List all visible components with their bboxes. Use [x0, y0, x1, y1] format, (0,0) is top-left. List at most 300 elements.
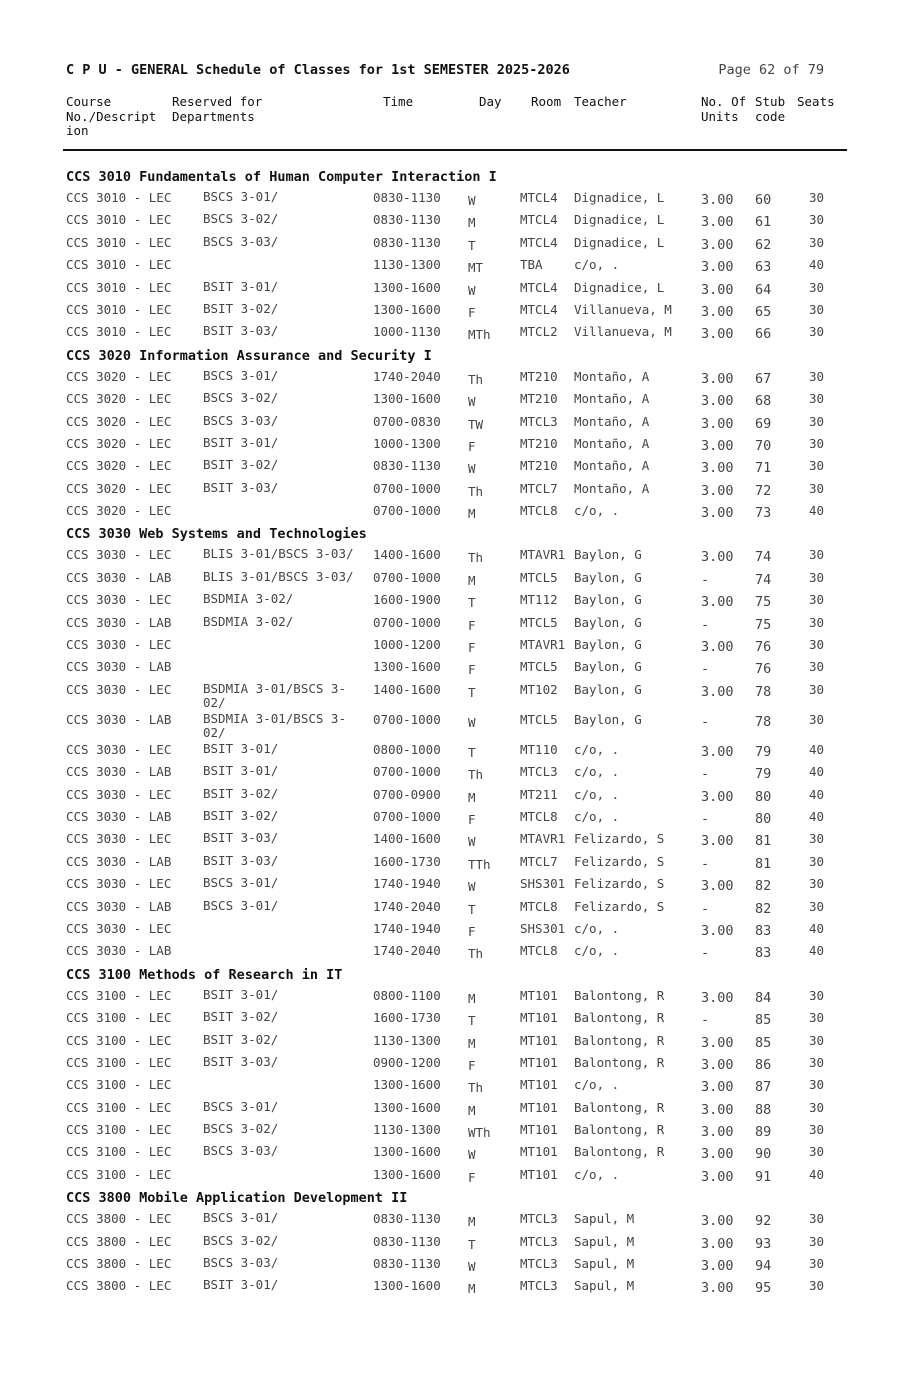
teacher-cell: Baylon, G	[574, 547, 642, 563]
units-cell: -	[701, 900, 710, 917]
day-cell: M	[468, 1035, 476, 1051]
course-heading	[0, 1186, 900, 1208]
course-code-cell: CCS 3010 - LEC	[66, 324, 172, 340]
day-cell: TW	[468, 416, 484, 432]
stub-code-cell: 66	[755, 326, 772, 343]
room-cell: MTCL3	[520, 764, 558, 780]
teacher-cell: Dignadice, L	[574, 212, 665, 228]
units-cell: 3.00	[701, 303, 734, 320]
teacher-cell: Dignadice, L	[574, 279, 665, 295]
room-cell: MT101	[520, 1166, 558, 1182]
units-cell: 3.00	[701, 788, 734, 805]
day-cell: F	[468, 662, 476, 678]
table-row	[0, 709, 900, 739]
day-cell: F	[468, 640, 476, 656]
units-cell: 3.00	[701, 878, 734, 895]
seats-cell: 30	[809, 1256, 825, 1272]
seats-cell: 30	[809, 876, 825, 892]
col-header-units: No. Of Units	[701, 94, 747, 124]
course-code-cell: CCS 3100 - LEC	[66, 1032, 172, 1048]
table-row	[0, 589, 900, 611]
room-cell: MT101	[520, 987, 558, 1003]
course-code-cell: CCS 3800 - LEC	[66, 1211, 172, 1227]
units-cell: 3.00	[701, 437, 734, 454]
room-cell: MT112	[520, 592, 558, 608]
units-cell: -	[701, 1012, 710, 1029]
day-cell: F	[468, 1057, 476, 1073]
teacher-cell: Baylon, G	[574, 711, 642, 727]
course-code-cell: CCS 3010 - LEC	[66, 212, 172, 228]
stub-code-cell: 89	[755, 1124, 772, 1141]
table-row	[0, 634, 900, 656]
teacher-cell: Balontong, R	[574, 1144, 665, 1160]
units-cell: 3.00	[701, 1258, 734, 1275]
units-cell: 3.00	[701, 1124, 734, 1141]
stub-code-cell: 73	[755, 505, 772, 522]
teacher-cell: Baylon, G	[574, 637, 642, 653]
course-code-cell: CCS 3020 - LEC	[66, 413, 172, 429]
room-cell: MT101	[520, 1099, 558, 1115]
department-cell: BSCS 3-02/	[203, 211, 279, 227]
day-cell: Th	[468, 1080, 484, 1096]
seats-cell: 40	[809, 764, 825, 780]
course-code-cell: CCS 3800 - LEC	[66, 1233, 172, 1249]
teacher-cell: Baylon, G	[574, 592, 642, 608]
department-cell: BSCS 3-01/	[203, 897, 279, 913]
day-cell: Th	[468, 483, 484, 499]
course-code-cell: CCS 3030 - LAB	[66, 764, 172, 780]
teacher-cell: Villanueva, M	[574, 301, 672, 317]
day-cell: F	[468, 438, 476, 454]
table-row	[0, 1074, 900, 1096]
course-title: CCS 3030 Web Systems and Technologies	[66, 526, 367, 543]
day-cell: W	[468, 193, 476, 208]
time-cell: 1400-1600	[373, 831, 441, 847]
room-cell: SHS301	[520, 876, 566, 892]
room-cell: MTCL8	[520, 898, 558, 914]
department-cell: BSCS 3-01/	[203, 1098, 279, 1114]
teacher-cell: c/o, .	[574, 786, 620, 802]
time-cell: 0700-1000	[373, 808, 441, 824]
room-cell: MTCL3	[520, 1256, 558, 1272]
stub-code-cell: 79	[755, 766, 772, 783]
course-code-cell: CCS 3030 - LAB	[66, 711, 172, 727]
table-row	[0, 1141, 900, 1163]
department-cell: BSCS 3-01/	[203, 189, 279, 204]
seats-cell: 40	[809, 808, 825, 824]
room-cell: MT211	[520, 786, 558, 802]
units-cell: 3.00	[701, 326, 734, 343]
course-title: CCS 3800 Mobile Application Development II	[66, 1190, 408, 1207]
department-cell: BSIT 3-01/	[203, 434, 279, 450]
teacher-cell: Balontong, R	[574, 1099, 665, 1115]
units-cell: -	[701, 661, 710, 678]
table-row	[0, 433, 900, 455]
day-cell: MT	[468, 260, 484, 276]
stub-code-cell: 84	[755, 989, 772, 1006]
time-cell: 0700-0830	[373, 413, 441, 429]
time-cell: 0800-1000	[373, 741, 441, 757]
stub-code-cell: 70	[755, 437, 772, 454]
department-cell: BSIT 3-02/	[203, 1031, 279, 1047]
stub-code-cell: 78	[755, 683, 772, 700]
room-cell: MTCL4	[520, 212, 558, 228]
department-cell: BSDMIA 3-02/	[203, 613, 294, 629]
department-cell: BSIT 3-02/	[203, 785, 279, 801]
seats-cell: 30	[809, 1099, 825, 1115]
day-cell: M	[468, 1214, 476, 1230]
day-cell: M	[468, 1102, 476, 1118]
time-cell: 1300-1600	[373, 1278, 441, 1294]
room-cell: MT101	[520, 1032, 558, 1048]
room-cell: MTCL8	[520, 503, 558, 519]
day-cell: W	[468, 714, 476, 730]
department-cell: BSCS 3-03/	[203, 412, 279, 428]
table-row	[0, 739, 900, 761]
day-cell: T	[468, 744, 476, 760]
seats-cell: 30	[809, 1233, 825, 1249]
room-cell: MTCL4	[520, 279, 558, 295]
table-row	[0, 940, 900, 962]
room-cell: MTCL3	[520, 413, 558, 429]
seats-cell: 30	[809, 1211, 825, 1227]
stub-code-cell: 61	[755, 214, 772, 231]
room-cell: MT101	[520, 1054, 558, 1070]
seats-cell: 30	[809, 1122, 825, 1138]
time-cell: 1130-1300	[373, 1122, 441, 1138]
stub-code-cell: 71	[755, 460, 772, 477]
seats-cell: 30	[809, 368, 825, 384]
stub-code-cell: 78	[755, 713, 772, 730]
units-cell: 3.00	[701, 989, 734, 1006]
course-code-cell: CCS 3100 - LEC	[66, 1144, 172, 1160]
room-cell: MTCL5	[520, 614, 558, 630]
units-cell: 3.00	[701, 415, 734, 432]
table-row	[0, 187, 900, 209]
stub-code-cell: 75	[755, 594, 772, 611]
teacher-cell: Baylon, G	[574, 659, 642, 675]
stub-code-cell: 81	[755, 833, 772, 850]
day-cell: F	[468, 923, 476, 939]
teacher-cell: Baylon, G	[574, 681, 642, 697]
room-cell: MTCL5	[520, 659, 558, 675]
table-row	[0, 299, 900, 321]
department-cell: BSIT 3-02/	[203, 457, 279, 473]
col-header-seats: Seats	[797, 94, 835, 109]
units-cell: 3.00	[701, 922, 734, 939]
seats-cell: 30	[809, 853, 825, 869]
seats-cell: 30	[809, 898, 825, 914]
time-cell: 0700-1000	[373, 480, 441, 496]
teacher-cell: Montaño, A	[574, 391, 650, 407]
units-cell: 3.00	[701, 1280, 734, 1297]
time-cell: 1740-2040	[373, 943, 441, 959]
department-cell: BSDMIA 3-01/BSCS 3-02/	[203, 710, 346, 740]
room-cell: MTCL2	[520, 324, 558, 340]
teacher-cell: Felizardo, S	[574, 898, 665, 914]
table-row	[0, 828, 900, 850]
table-row	[0, 1030, 900, 1052]
stub-code-cell: 93	[755, 1235, 772, 1252]
teacher-cell: c/o, .	[574, 764, 620, 780]
table-row	[0, 1231, 900, 1253]
table-row	[0, 232, 900, 254]
department-cell: BSCS 3-01/	[203, 875, 279, 891]
stub-code-cell: 95	[755, 1280, 772, 1297]
seats-cell: 40	[809, 257, 825, 273]
stub-code-cell: 72	[755, 482, 772, 499]
day-cell: T	[468, 237, 476, 253]
time-cell: 1300-1600	[373, 301, 441, 317]
course-code-cell: CCS 3800 - LEC	[66, 1256, 172, 1272]
col-header-stub: Stub code	[755, 94, 786, 124]
course-code-cell: CCS 3030 - LAB	[66, 569, 172, 585]
day-cell: Th	[468, 550, 484, 566]
room-cell: MT101	[520, 1077, 558, 1093]
department-cell: BSIT 3-02/	[203, 300, 279, 316]
room-cell: MTCL3	[520, 1233, 558, 1249]
units-cell: -	[701, 713, 710, 730]
table-row	[0, 366, 900, 388]
time-cell: 1740-1940	[373, 876, 441, 892]
page-number: Page 62 of 79	[718, 62, 824, 78]
time-cell: 1300-1600	[373, 659, 441, 675]
table-row	[0, 1275, 900, 1297]
time-cell: 1740-1940	[373, 920, 441, 936]
teacher-cell: Felizardo, S	[574, 876, 665, 892]
stub-code-cell: 81	[755, 855, 772, 872]
day-cell: T	[468, 901, 476, 917]
col-header-reserved: Reserved for Departments	[172, 94, 263, 124]
time-cell: 1300-1600	[373, 1077, 441, 1093]
stub-code-cell: 83	[755, 945, 772, 962]
time-cell: 1600-1900	[373, 592, 441, 608]
day-cell: M	[468, 990, 476, 1006]
time-cell: 1300-1600	[373, 279, 441, 295]
table-row	[0, 500, 900, 522]
table-row	[0, 567, 900, 589]
units-cell: 3.00	[701, 1235, 734, 1252]
course-heading	[0, 165, 900, 187]
department-cell: BSIT 3-01/	[203, 1277, 279, 1293]
stub-code-cell: 82	[755, 900, 772, 917]
time-cell: 0830-1130	[373, 1256, 441, 1272]
teacher-cell: Montaño, A	[574, 480, 650, 496]
seats-cell: 30	[809, 547, 825, 563]
table-row	[0, 254, 900, 276]
room-cell: MTCL5	[520, 569, 558, 585]
seats-cell: 30	[809, 1278, 825, 1294]
teacher-cell: Villanueva, M	[574, 324, 672, 340]
course-code-cell: CCS 3020 - LEC	[66, 480, 172, 496]
table-row	[0, 411, 900, 433]
time-cell: 1600-1730	[373, 853, 441, 869]
course-code-cell: CCS 3100 - LEC	[66, 1122, 172, 1138]
col-header-time: Time	[383, 94, 414, 109]
department-cell: BSIT 3-01/	[203, 278, 279, 294]
day-cell: WTh	[468, 1125, 491, 1141]
units-cell: 3.00	[701, 743, 734, 760]
time-cell: 1130-1300	[373, 257, 441, 273]
seats-cell: 30	[809, 569, 825, 585]
day-cell: W	[468, 879, 476, 895]
seats-cell: 40	[809, 1166, 825, 1182]
teacher-cell: Montaño, A	[574, 413, 650, 429]
course-code-cell: CCS 3030 - LEC	[66, 831, 172, 847]
department-cell: BSCS 3-03/	[203, 1143, 279, 1159]
units-cell: -	[701, 766, 710, 783]
teacher-cell: Balontong, R	[574, 1010, 665, 1026]
seats-cell: 40	[809, 786, 825, 802]
teacher-cell: Sapul, M	[574, 1233, 635, 1249]
teacher-cell: Balontong, R	[574, 987, 665, 1003]
day-cell: M	[468, 789, 476, 805]
room-cell: MT101	[520, 1122, 558, 1138]
teacher-cell: Montaño, A	[574, 368, 650, 384]
room-cell: MTCL7	[520, 853, 558, 869]
teacher-cell: Montaño, A	[574, 458, 650, 474]
seats-cell: 30	[809, 1144, 825, 1160]
room-cell: MTCL8	[520, 943, 558, 959]
stub-code-cell: 88	[755, 1101, 772, 1118]
units-cell: -	[701, 810, 710, 827]
table-row	[0, 277, 900, 299]
teacher-cell: Sapul, M	[574, 1256, 635, 1272]
teacher-cell: c/o, .	[574, 943, 620, 959]
room-cell: SHS301	[520, 920, 566, 936]
teacher-cell: Sapul, M	[574, 1211, 635, 1227]
day-cell: W	[468, 834, 476, 850]
department-cell: BSIT 3-01/	[203, 763, 279, 779]
stub-code-cell: 92	[755, 1213, 772, 1230]
day-cell: F	[468, 811, 476, 827]
room-cell: MT210	[520, 391, 558, 407]
time-cell: 0830-1130	[373, 1233, 441, 1249]
time-cell: 1300-1600	[373, 1144, 441, 1160]
stub-code-cell: 87	[755, 1079, 772, 1096]
room-cell: MTCL5	[520, 711, 558, 727]
department-cell: BLIS 3-01/BSCS 3-03/	[203, 568, 354, 584]
department-cell: BSCS 3-01/	[203, 1210, 279, 1226]
course-code-cell: CCS 3030 - LEC	[66, 637, 172, 653]
teacher-cell: c/o, .	[574, 920, 620, 936]
teacher-cell: c/o, .	[574, 503, 620, 519]
table-row	[0, 478, 900, 500]
day-cell: Th	[468, 767, 484, 783]
day-cell: T	[468, 684, 476, 700]
seats-cell: 30	[809, 190, 825, 205]
teacher-cell: Sapul, M	[574, 1278, 635, 1294]
stub-code-cell: 90	[755, 1146, 772, 1163]
seats-cell: 30	[809, 681, 825, 697]
seats-cell: 30	[809, 659, 825, 675]
units-cell: 3.00	[701, 214, 734, 231]
stub-code-cell: 91	[755, 1168, 772, 1185]
course-code-cell: CCS 3030 - LEC	[66, 920, 172, 936]
room-cell: MTAVR1	[520, 547, 566, 563]
units-cell: 3.00	[701, 236, 734, 253]
day-cell: F	[468, 1169, 476, 1185]
seats-cell: 30	[809, 1010, 825, 1026]
day-cell: TTh	[468, 856, 491, 872]
time-cell: 0700-1000	[373, 569, 441, 585]
units-cell: 3.00	[701, 594, 734, 611]
seats-cell: 40	[809, 503, 825, 519]
units-cell: 3.00	[701, 460, 734, 477]
department-cell: BSIT 3-03/	[203, 479, 279, 495]
course-code-cell: CCS 3100 - LEC	[66, 987, 172, 1003]
course-code-cell: CCS 3100 - LEC	[66, 1099, 172, 1115]
units-cell: 3.00	[701, 505, 734, 522]
course-code-cell: CCS 3030 - LEC	[66, 741, 172, 757]
course-code-cell: CCS 3030 - LEC	[66, 592, 172, 608]
time-cell: 1130-1300	[373, 1032, 441, 1048]
table-row	[0, 455, 900, 477]
course-code-cell: CCS 3010 - LEC	[66, 301, 172, 317]
seats-cell: 30	[809, 324, 825, 340]
day-cell: W	[468, 394, 476, 410]
time-cell: 0700-1000	[373, 614, 441, 630]
course-code-cell: CCS 3010 - LEC	[66, 279, 172, 295]
stub-code-cell: 82	[755, 878, 772, 895]
time-cell: 0800-1100	[373, 987, 441, 1003]
course-code-cell: CCS 3030 - LAB	[66, 808, 172, 824]
time-cell: 1000-1300	[373, 435, 441, 451]
seats-cell: 30	[809, 1054, 825, 1070]
time-cell: 1400-1600	[373, 681, 441, 697]
time-cell: 0830-1130	[373, 458, 441, 474]
room-cell: MT102	[520, 681, 558, 697]
table-row	[0, 1097, 900, 1119]
stub-code-cell: 74	[755, 571, 772, 588]
teacher-cell: Felizardo, S	[574, 831, 665, 847]
day-cell: W	[468, 1147, 476, 1163]
department-cell: BSIT 3-03/	[203, 830, 279, 846]
room-cell: MTAVR1	[520, 831, 566, 847]
department-cell: BSIT 3-03/	[203, 1053, 279, 1069]
seats-cell: 30	[809, 234, 825, 250]
department-cell: BSDMIA 3-01/BSCS 3-02/	[203, 680, 346, 710]
table-row	[0, 873, 900, 895]
seats-cell: 30	[809, 831, 825, 847]
department-cell: BSCS 3-01/	[203, 367, 279, 383]
time-cell: 0700-1000	[373, 711, 441, 727]
stub-code-cell: 62	[755, 236, 772, 253]
department-cell: BSIT 3-01/	[203, 986, 279, 1002]
time-cell: 1300-1600	[373, 1099, 441, 1115]
department-cell: BSIT 3-02/	[203, 1009, 279, 1025]
seats-cell: 30	[809, 592, 825, 608]
seats-cell: 30	[809, 458, 825, 474]
teacher-cell: Montaño, A	[574, 435, 650, 451]
units-cell: 3.00	[701, 393, 734, 410]
course-code-cell: CCS 3030 - LAB	[66, 659, 172, 675]
day-cell: W	[468, 282, 476, 298]
course-code-cell: CCS 3020 - LEC	[66, 458, 172, 474]
course-code-cell: CCS 3800 - LEC	[66, 1278, 172, 1294]
stub-code-cell: 65	[755, 303, 772, 320]
time-cell: 1600-1730	[373, 1010, 441, 1026]
units-cell: 3.00	[701, 1034, 734, 1051]
room-cell: MT110	[520, 741, 558, 757]
room-cell: MT210	[520, 458, 558, 474]
units-cell: 3.00	[701, 482, 734, 499]
units-cell: 3.00	[701, 549, 734, 566]
course-title: CCS 3020 Information Assurance and Security I	[66, 347, 432, 364]
col-header-day: Day	[479, 94, 502, 109]
units-cell: 3.00	[701, 833, 734, 850]
teacher-cell: Baylon, G	[574, 614, 642, 630]
